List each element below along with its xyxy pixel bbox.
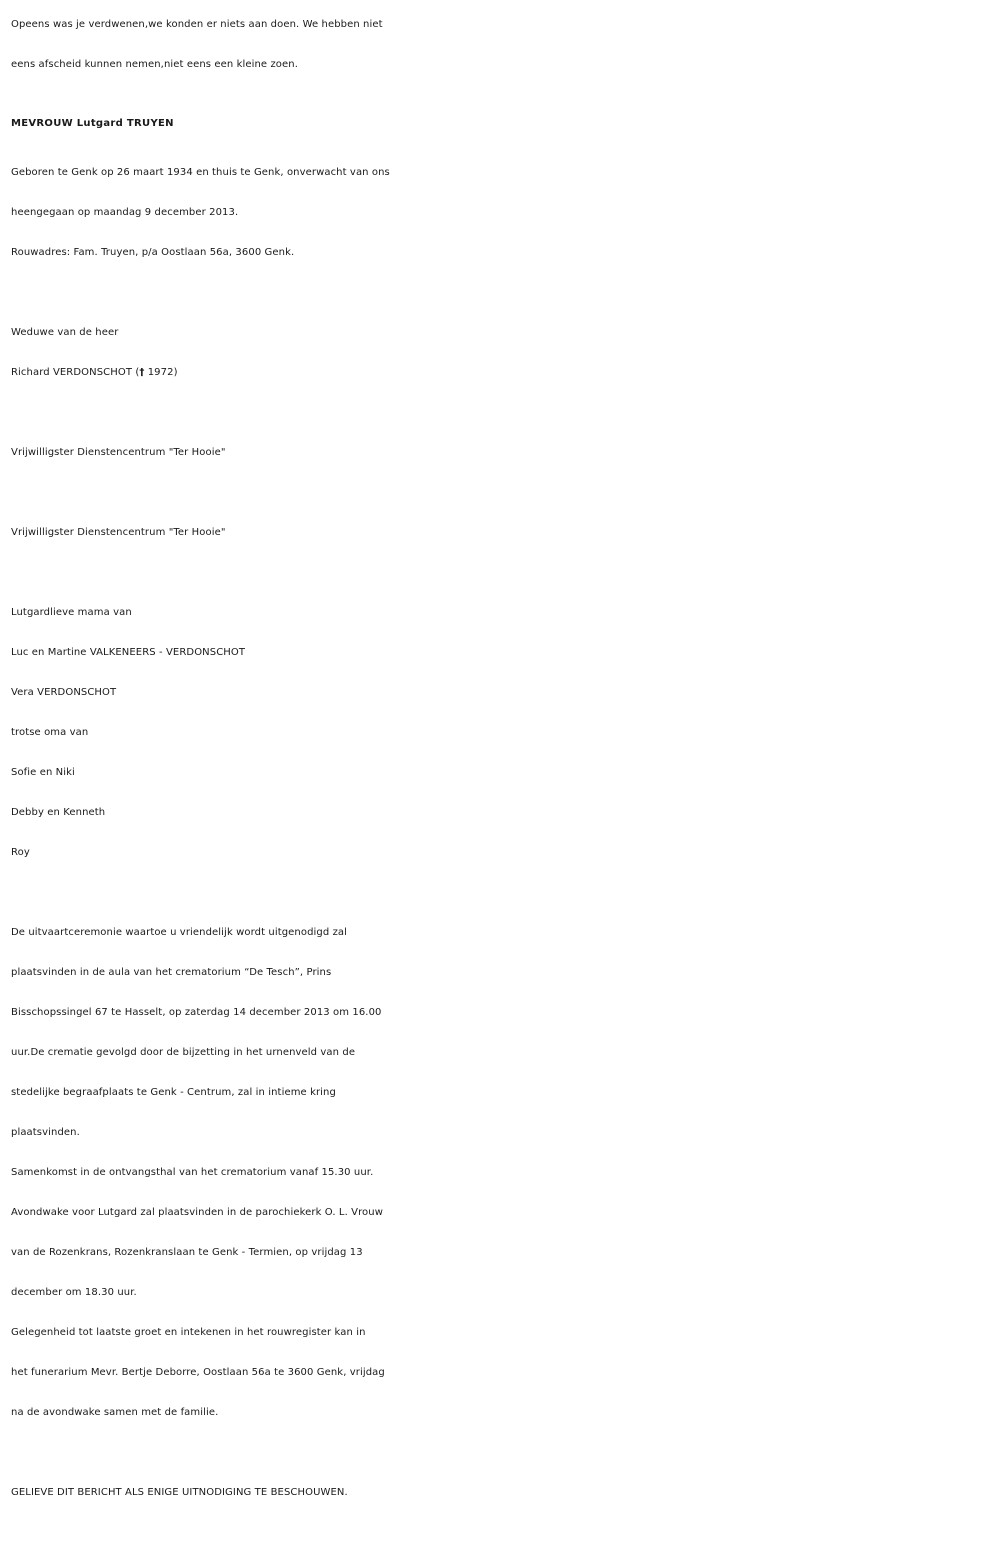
ceremony-section: [11, 913, 996, 1433]
ceremony-line: het funerarium Mevr. Bertje Deborre, Oostlaan 56a te 3600 Genk, vrijdag: [11, 1367, 385, 1378]
spouse-death-year: 1972): [144, 367, 178, 378]
ceremony-line: plaatsvinden.: [11, 1127, 80, 1138]
ceremony-line: plaatsvinden in de aula van het crematorium “De Tesch”, Prins: [11, 967, 332, 978]
birth-and-address: [11, 153, 996, 273]
spacer: [11, 393, 996, 433]
obituary-notice: [11, 5, 996, 1513]
family-line: Lutgardlieve mama van: [11, 607, 132, 618]
ceremony-line: Bisschopssingel 67 te Hasselt, op zaterdag 14 december 2013 om 16.00: [11, 1007, 382, 1018]
ceremony-line: Samenkomst in de ontvangsthal van het crematorium vanaf 15.30 uur.: [11, 1167, 374, 1178]
spacer: [11, 273, 996, 313]
intro-line-2: eens afscheid kunnen nemen,niet eens een kleine zoen.: [11, 59, 298, 70]
spacer: [11, 553, 996, 593]
spouse-intro: Weduwe van de heer: [11, 327, 119, 338]
mourning-address: Rouwadres: Fam. Truyen, p/a Oostlaan 56a, 3600 Genk.: [11, 247, 295, 258]
ceremony-line: van de Rozenkrans, Rozenkranslaan te Genk - Termien, op vrijdag 13: [11, 1247, 363, 1258]
deceased-name-title: MEVROUW Lutgard TRUYEN: [11, 118, 174, 129]
family-line: Debby en Kenneth: [11, 807, 106, 818]
ceremony-line: uur.De crematie gevolgd door de bijzetting in het urnenveld van de: [11, 1047, 356, 1058]
ceremony-line: Gelegenheid tot laatste groet en intekenen in het rouwregister kan in: [11, 1327, 366, 1338]
spouse-name: [11, 353, 996, 393]
birth-line-1: Geboren te Genk op 26 maart 1934 en thuis te Genk, onverwacht van ons: [11, 167, 390, 178]
ceremony-line: De uitvaartceremonie waartoe u vriendelijk wordt uitgenodigd zal: [11, 927, 348, 938]
intro-line-1: Opeens was je verdwenen,we konden er niets aan doen. We hebben niet: [11, 19, 383, 30]
birth-line-2: heengegaan op maandag 9 december 2013.: [11, 207, 239, 218]
family-line: Vera VERDONSCHOT: [11, 687, 117, 698]
cross-icon: †: [139, 367, 145, 378]
ceremony-line: Avondwake voor Lutgard zal plaatsvinden in de parochiekerk O. L. Vrouw: [11, 1207, 383, 1218]
closing-notice: GELIEVE DIT BERICHT ALS ENIGE UITNODIGING TE BESCHOUWEN.: [11, 1487, 348, 1498]
family-line: Luc en Martine VALKENEERS - VERDONSCHOT: [11, 647, 246, 658]
volunteer-line-2: Vrijwilligster Dienstencentrum "Ter Hooie": [11, 527, 226, 538]
spouse-section: [11, 313, 996, 393]
ceremony-line: stedelijke begraafplaats te Genk - Centrum, zal in intieme kring: [11, 1087, 336, 1098]
spacer: [11, 473, 996, 513]
family-line: trotse oma van: [11, 727, 89, 738]
spouse-name-text: Richard VERDONSCHOT (: [11, 367, 140, 378]
spacer: [11, 1433, 996, 1473]
family-line: Roy: [11, 847, 30, 858]
intro-poem: [11, 5, 996, 85]
family-line: Sofie en Niki: [11, 767, 75, 778]
spacer: [11, 873, 996, 913]
ceremony-line: na de avondwake samen met de familie.: [11, 1407, 219, 1418]
family-section: [11, 593, 996, 873]
ceremony-line: december om 18.30 uur.: [11, 1287, 137, 1298]
volunteer-line-1: Vrijwilligster Dienstencentrum "Ter Hooie": [11, 447, 226, 458]
